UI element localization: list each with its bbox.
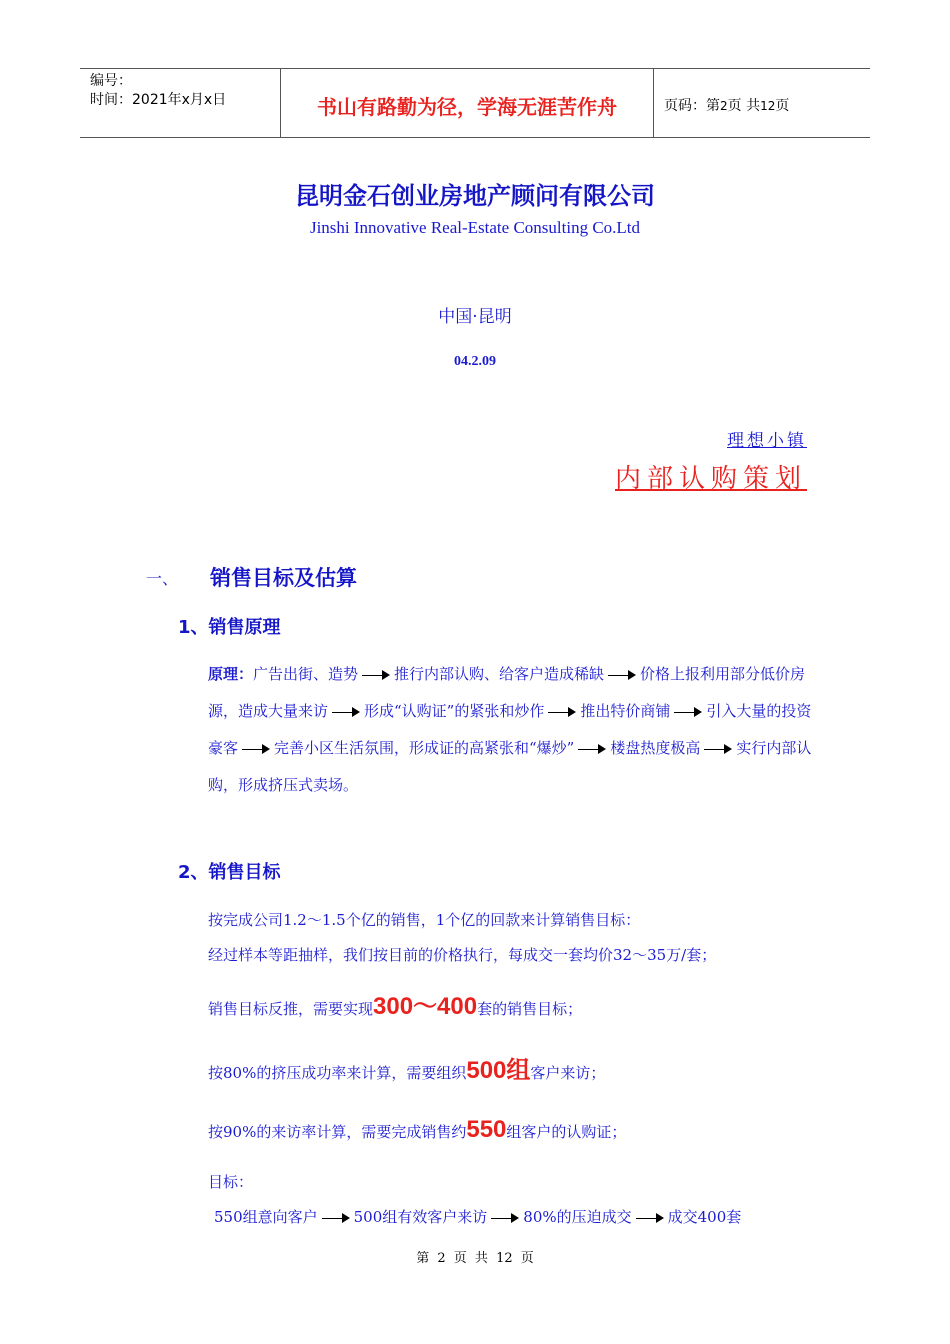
section-title: 销售目标及估算 (210, 566, 357, 590)
goal-highlight: 550 (466, 1116, 507, 1143)
principle-step: 广告出街、造势 (253, 665, 359, 683)
subheading-goal: 2、销售目标 (178, 862, 281, 883)
header-table (80, 68, 870, 138)
arrow-icon (491, 1211, 519, 1225)
goal-line-3 (208, 986, 582, 1021)
goal-text: 套的销售目标； (477, 1000, 583, 1018)
flow-step: 500组有效客户来访 (353, 1208, 488, 1226)
goal-text: 销售目标反推，需要实现 (208, 1000, 374, 1018)
arrow-icon (548, 705, 576, 719)
arrow-icon (362, 668, 390, 682)
page-mid: 页 共 (727, 98, 761, 114)
arrow-icon (322, 1211, 350, 1225)
flow-step: 80%的压迫成交 (523, 1208, 632, 1226)
project-name: 理想小镇 (727, 431, 807, 451)
principle-step: 完善小区生活氛围，形成证的高紧张和“爆炒” (274, 739, 575, 757)
footer-text: 页 (520, 1251, 534, 1266)
arrow-icon (608, 668, 636, 682)
principle-step: 推出特价商铺 (580, 702, 671, 720)
header-motto-cell (280, 69, 654, 137)
flow-step: 550组意向客户 (214, 1208, 318, 1226)
principle-step: 形成“认购证”的紧张和炒作 (364, 702, 545, 720)
footer-text: 页 共 (453, 1251, 488, 1266)
footer-page-current: 2 (437, 1251, 446, 1266)
arrow-icon (674, 705, 702, 719)
principle-step: 实行内部认购，形成挤压式卖场。 (208, 739, 812, 794)
document-date: 04.2.09 (454, 354, 496, 369)
flow-step: 成交400套 (667, 1208, 742, 1226)
subheading-principle: 1、销售原理 (178, 617, 281, 638)
goal-line-2: 经过样本等距抽样，我们按目前的价格执行，每成交一套均价32～35万/套； (208, 946, 717, 964)
section-number: 一、 (146, 569, 179, 588)
header-meta-cell (80, 69, 280, 137)
goal-highlight: 300～400 (373, 993, 478, 1020)
goal-line-1: 按完成公司1.2～1.5个亿的销售，1个亿的回款来计算销售目标： (208, 911, 641, 929)
arrow-icon (242, 742, 270, 756)
target-label: 目标： (208, 1173, 254, 1191)
page-footer (0, 1247, 950, 1266)
arrow-icon (332, 705, 360, 719)
footer-text: 第 (416, 1251, 430, 1266)
company-name-en: Jinshi Innovative Real-Estate Consulting Co.Ltd (309, 218, 641, 237)
goal-text: 组客户的认购证； (506, 1123, 627, 1141)
number-label: 编号： (90, 73, 132, 89)
goal-text: 按90%的来访率计算，需要完成销售约 (208, 1123, 467, 1141)
header-page-cell (654, 69, 870, 137)
principle-step: 推行内部认购、给客户造成稀缺 (394, 665, 605, 683)
arrow-icon (704, 742, 732, 756)
principle-step: 楼盘热度极高 (610, 739, 701, 757)
page-total: 12 (760, 99, 776, 113)
goal-line-5 (208, 1116, 626, 1144)
company-location: 中国·昆明 (438, 307, 512, 327)
principle-paragraph (208, 656, 818, 804)
page-end: 页 (775, 98, 790, 114)
header-page-info (664, 95, 789, 115)
goal-text: 按80%的挤压成功率来计算，需要组织 (208, 1064, 467, 1082)
principle-step: 价格上报利用部分低价房源，造成大量来访 (208, 665, 806, 720)
page-current: 2 (720, 99, 728, 113)
motto: 书山有路勤为径，学海无涯苦作舟 (317, 95, 617, 119)
goal-highlight: 500组 (466, 1057, 531, 1084)
principle-step: 引入大量的投资豪客 (208, 702, 812, 757)
arrow-icon (578, 742, 606, 756)
company-name-cn: 昆明金石创业房地产顾问有限公司 (295, 182, 655, 210)
target-flow (214, 1206, 741, 1227)
goal-text: 客户来访； (530, 1064, 606, 1082)
principle-label: 原理： (208, 665, 254, 683)
goal-line-4 (208, 1050, 605, 1085)
project-title: 内部认购策划 (614, 464, 807, 494)
footer-page-total: 12 (496, 1251, 513, 1266)
time-label: 时间：2021年x月x日 (90, 92, 227, 108)
arrow-icon (636, 1211, 664, 1225)
page-label: 页码：第 (664, 98, 720, 114)
